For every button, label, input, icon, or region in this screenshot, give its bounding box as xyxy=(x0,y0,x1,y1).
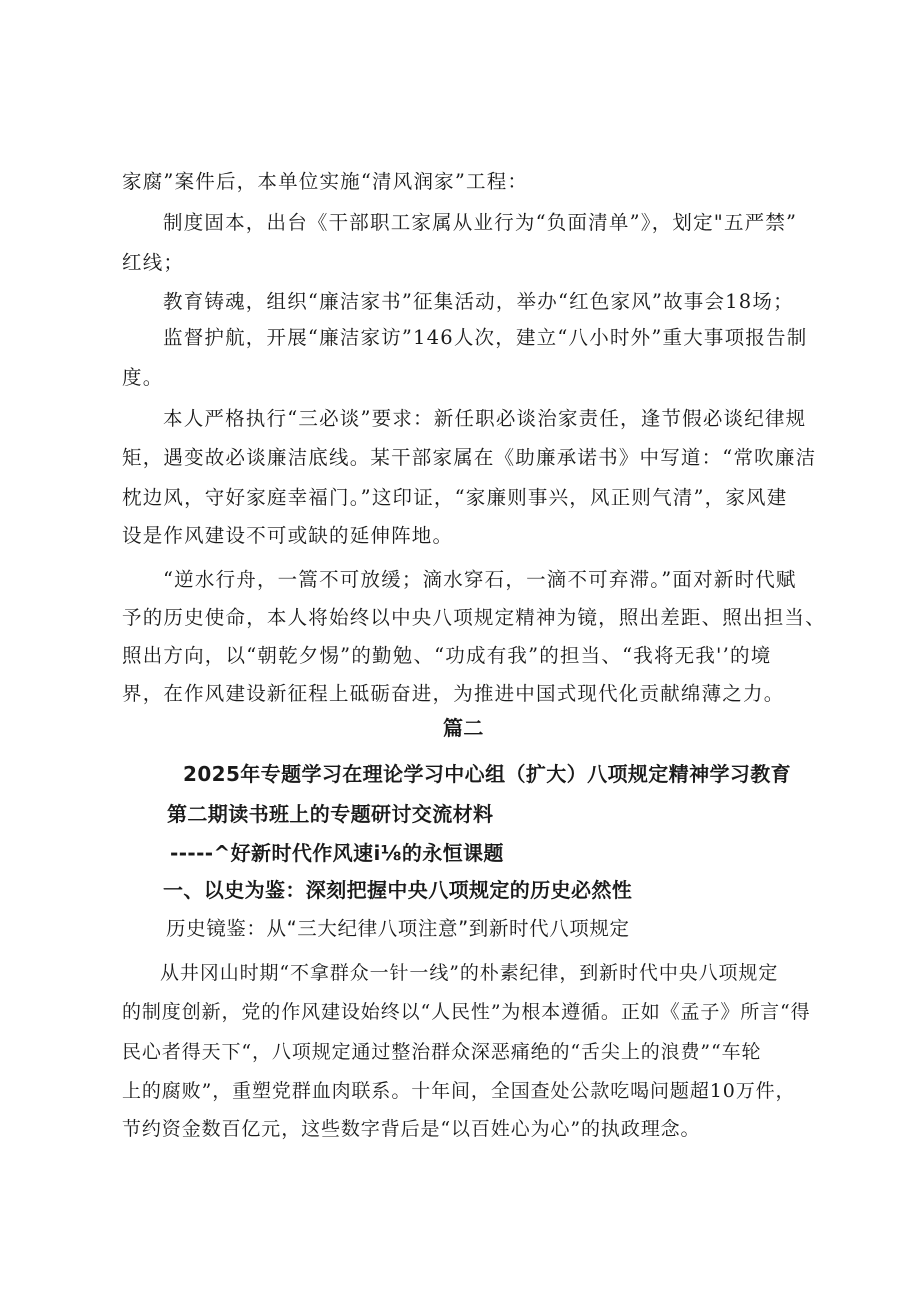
document-title-continued: 第二期读书班上的专题研讨交流材料 xyxy=(167,802,494,826)
text-line: 本人严格执行“三必谈”要求：新任职必谈治家责任，逢节假必谈纪律规 xyxy=(163,407,807,430)
text-line: 矩，遇变故必谈廉洁底线。某干部家属在《助廉承诺书》中写道：“常吹廉洁 xyxy=(122,446,817,469)
text-line: 红线； xyxy=(122,251,185,274)
section-label: 篇二 xyxy=(443,716,484,740)
text-line: 节约资金数百亿元，这些数字背后是“以百姓心为心”的执政理念。 xyxy=(122,1118,701,1140)
text-line: 设是作风建设不可或缺的延伸阵地。 xyxy=(122,524,454,547)
text-line: 照出方向，以“朝乾夕惕”的勤勉、“功成有我”的担当、“我将无我'’的境 xyxy=(122,644,772,667)
text-line: 枕边风，守好家庭幸福门。”这印证，“家廉则事兴，风正则气清”，家风建 xyxy=(122,486,788,509)
text-line: 监督护航，开展“廉洁家访”146人次，建立“八小时外”重大事项报告制 xyxy=(163,326,808,349)
text-line: 家腐”案件后，本单位实施“清风润家”工程： xyxy=(122,170,529,193)
text-line: 制度固本，出台《干部职工家属从业行为“负面清单”》，划定"五严禁” xyxy=(163,211,798,234)
text-line: 从井冈山时期“不拿群众一针一线”的朴素纪律，到新时代中央八项规定 xyxy=(160,962,779,984)
text-line: 教育铸魂，组织“廉洁家书”征集活动，举办“红色家风”故事会18场； xyxy=(163,290,794,313)
text-line: 予的历史使命，本人将始终以中央八项规定精神为镜，照出差距、照出担当、 xyxy=(122,606,826,629)
text-line: 上的腐败”，重塑党群血肉联系。十年间，全国查处公款吃喝问题超10万件， xyxy=(122,1080,796,1102)
subheading: 历史镜鉴：从“三大纪律八项注意”到新时代八项规定 xyxy=(166,917,630,940)
document-title: 2025年专题学习在理论学习中心组（扩大）八项规定精神学习教育 xyxy=(183,762,792,786)
text-line: 的制度创新，党的作风建设始终以“人民性”为根本遵循。正如《孟子》所言“得 xyxy=(122,1001,811,1023)
text-line: 民心者得天下“，八项规定通过整治群众深恶痛绝的“舌尖上的浪费”“车轮 xyxy=(122,1041,762,1063)
text-line: 度。 xyxy=(122,366,164,389)
document-subtitle: -----^好新时代作风速i⅛的永恒课题 xyxy=(170,841,504,865)
section-heading: 一、以史为鉴：深刻把握中央八项规定的历史必然性 xyxy=(163,878,633,902)
text-line: 界，在作风建设新征程上砥砺奋进，为推进中国式现代化贡献绵薄之力。 xyxy=(122,682,785,705)
text-line: “逆水行舟，一篙不可放缓；滴水穿石，一滴不可弃滞。”面对新时代赋 xyxy=(163,568,797,591)
